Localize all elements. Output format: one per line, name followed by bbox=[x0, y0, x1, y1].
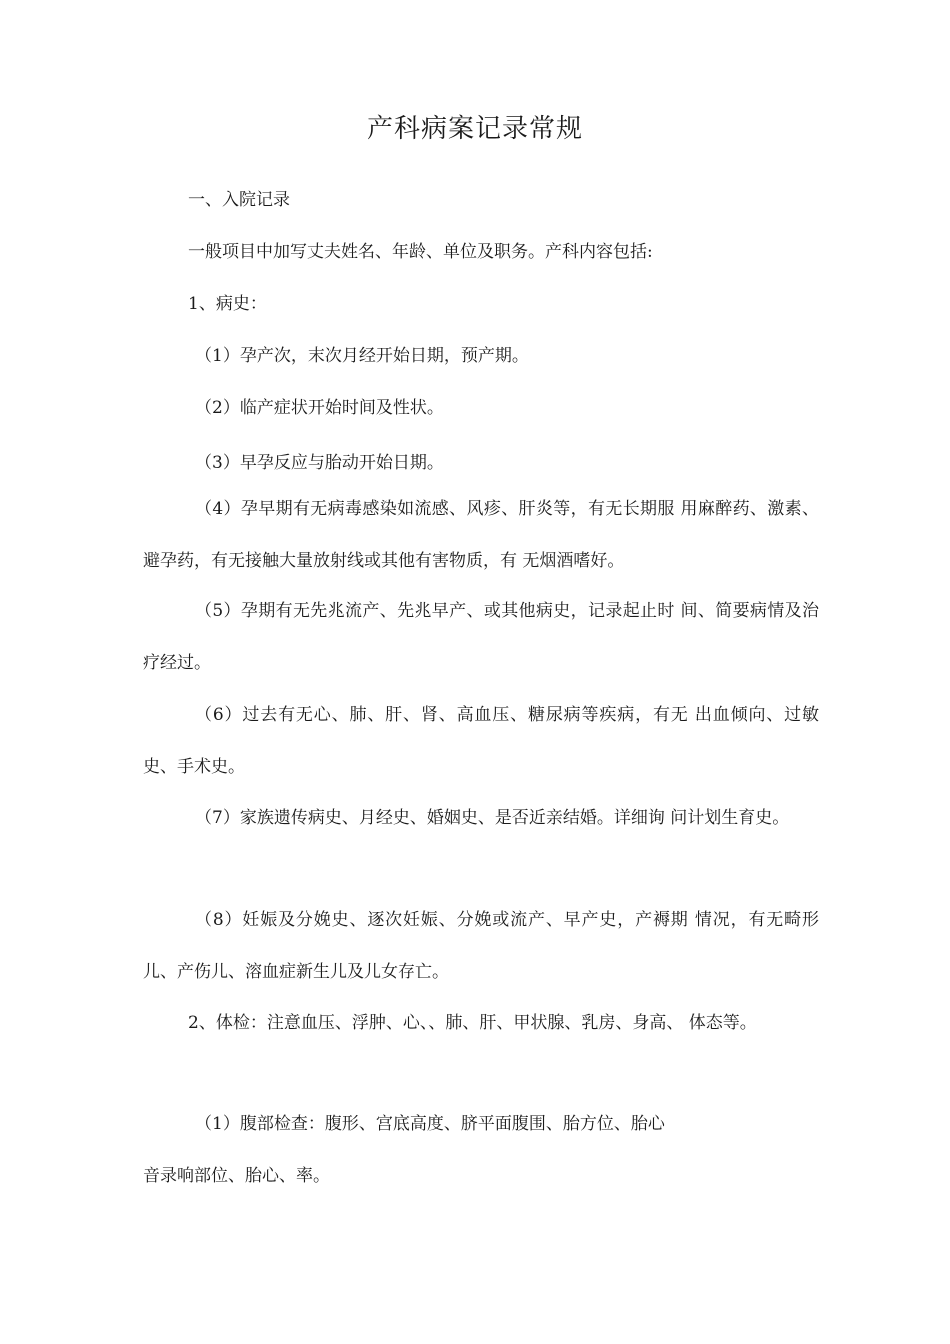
subheading-history: 1、病史： bbox=[188, 294, 267, 314]
item-8: （8）妊娠及分娩史、逐次妊娠、分娩或流产、早产史，产褥期 情况，有无畸形儿、产伤儿、溶血症新生儿及儿女存亡。 bbox=[143, 910, 819, 982]
item-1: （1）孕产次，末次月经开始日期，预产期。 bbox=[195, 346, 529, 366]
section-heading-admission: 一、入院记录 bbox=[188, 190, 290, 210]
item-4: （4）孕早期有无病毒感染如流感、风疹、肝炎等，有无长期服 用麻醉药、激素、避孕药，有无接触大量放射线或其他有害物质，有 无烟酒嗜好。 bbox=[143, 499, 819, 571]
paragraph-general-items: 一般项目中加写丈夫姓名、年龄、单位及职务。产科内容包括: bbox=[188, 242, 653, 262]
item-2: （2）临产症状开始时间及性状。 bbox=[195, 398, 444, 418]
item-6: （6）过去有无心、肺、肝、肾、高血压、糖尿病等疾病，有无 出血倾向、过敏史、手术史。 bbox=[143, 705, 819, 777]
item-5: （5）孕期有无先兆流产、先兆早产、或其他病史，记录起止时 间、简要病情及治疗经过。 bbox=[143, 601, 819, 673]
item-abdominal-exam-continued: 音录响部位、胎心、率。 bbox=[143, 1166, 330, 1186]
document-title: 产科病案记录常规 bbox=[366, 114, 583, 144]
item-3: （3）早孕反应与胎动开始日期。 bbox=[195, 453, 444, 473]
subheading-physical-exam: 2、体检：注意血压、浮肿、心、、肺、肝、甲状腺、乳房、身高、 体态等。 bbox=[188, 1013, 757, 1033]
item-abdominal-exam: （1）腹部检查：腹形、宫底高度、脐平面腹围、胎方位、胎心 bbox=[195, 1114, 665, 1134]
item-7: （7）家族遗传病史、月经史、婚姻史、是否近亲结婚。详细询 问计划生育史。 bbox=[195, 808, 790, 828]
